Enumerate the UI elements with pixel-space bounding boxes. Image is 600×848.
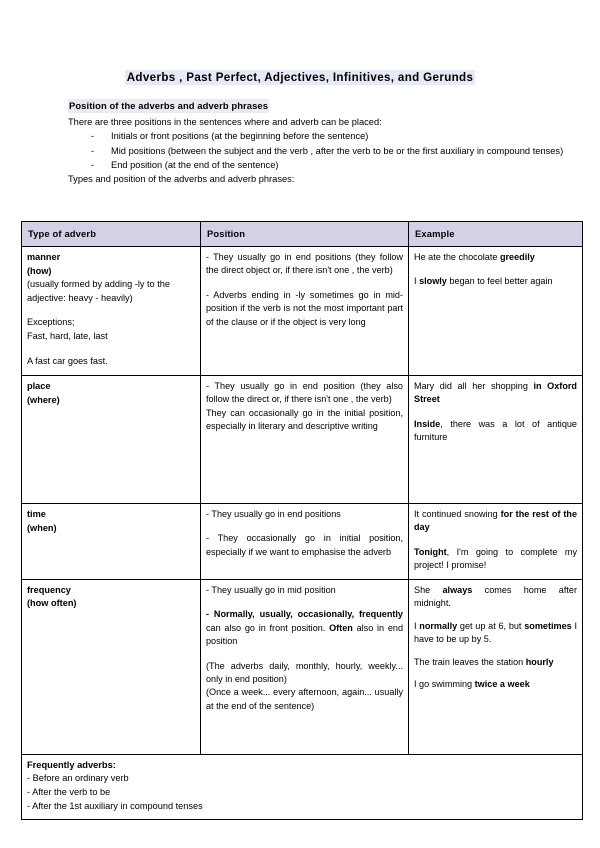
example-sentence: I slowly began to feel better again [414, 276, 553, 287]
example-sentence: He ate the chocolate greedily [414, 251, 535, 262]
list-item [68, 129, 582, 143]
adverb-type-question: (how often) [27, 598, 77, 609]
list-item [68, 158, 582, 172]
table-row [22, 375, 583, 503]
cell-adverb-type [22, 503, 201, 579]
list-item-label: Initials or front positions (at the beginning before the sentence) [111, 131, 369, 142]
bullet-marker: - [91, 145, 95, 156]
cell-example [409, 375, 583, 503]
position-rule: - They usually go in end positions [206, 508, 341, 519]
position-rule: (The adverbs daily, monthly, hourly, weekly... only in end position) [206, 660, 403, 684]
cell-position [201, 375, 409, 503]
footer-line: - After the 1st auxiliary in compound tenses [27, 800, 203, 811]
example-sentence: I go swimming twice a week [414, 678, 530, 689]
list-item-label: End position (at the end of the sentence) [111, 159, 279, 170]
cell-example [409, 579, 583, 754]
table-row [22, 503, 583, 579]
adverb-type-note: Fast, hard, late, last [27, 330, 108, 341]
table-row [22, 754, 583, 820]
column-header-type: Type of adverb [22, 222, 201, 247]
position-rule: - They usually go in end position (they also follow the direct or, if there isn't one , the verb) [206, 380, 403, 405]
adverb-type-name: frequency [27, 584, 71, 595]
example-sentence: She always comes home after midnight. [414, 584, 577, 609]
position-rule: - They occasionally go in initial position, especially if we want to emphasise the adverb [206, 533, 403, 557]
footer-line: - Before an ordinary verb [27, 773, 129, 784]
adverb-type-question: (when) [27, 522, 57, 533]
position-rule: They can occasionally go in the initial position, especially in literary and descriptive writing [206, 407, 403, 432]
intro-section [68, 99, 582, 186]
example-sentence: Mary did all her shopping in Oxford Street [414, 380, 577, 405]
intro-trailer-text: Types and position of the adverbs and adverb phrases: [68, 173, 295, 184]
section-heading: Position of the adverbs and adverb phrases [68, 99, 269, 113]
table-header-row [22, 222, 583, 247]
cell-adverb-type [22, 375, 201, 503]
adverb-type-name: place [27, 380, 51, 391]
position-rule: - They usually go in mid position [206, 584, 336, 595]
adverb-type-question: (where) [27, 394, 60, 405]
column-header-example: Example [409, 222, 583, 247]
table-row [22, 246, 583, 375]
cell-adverb-type [22, 246, 201, 375]
page-title: Adverbs , Past Perfect, Adjectives, Infinitives, and Gerunds [126, 71, 474, 84]
footer-line: - After the verb to be [27, 787, 111, 798]
cell-position [201, 246, 409, 375]
adverb-type-note: A fast car goes fast. [27, 355, 108, 366]
intro-lead-text: There are three positions in the sentences where and adverb can be placed: [68, 117, 382, 128]
cell-example [409, 246, 583, 375]
table-row [22, 579, 583, 754]
footer-heading: Frequently adverbs: [27, 759, 116, 770]
cell-example [409, 503, 583, 579]
bullet-marker: - [91, 159, 95, 170]
position-rule: - They usually go in end positions (they follow the direct object or, if there isn't one , the verb) [206, 251, 403, 276]
cell-frequently-adverbs [22, 754, 583, 820]
example-sentence: Tonight, I'm going to complete my project! I promise! [414, 546, 577, 571]
position-rule: - Adverbs ending in -ly sometimes go in mid-position if the verb is not the most important part of the clause or if the object is very long [206, 289, 403, 327]
adverb-types-table [21, 221, 583, 820]
adverb-type-note: (usually formed by adding -ly to the adjective: heavy - heavily) [27, 279, 170, 303]
position-bullet-list [68, 129, 582, 171]
cell-position [201, 579, 409, 754]
page-title-container [0, 68, 600, 86]
example-sentence: It continued snowing for the rest of the day [414, 508, 578, 533]
cell-position [201, 503, 409, 579]
cell-adverb-type [22, 579, 201, 754]
example-sentence: I normally get up at 6, but sometimes I have to be up by 5. [414, 620, 577, 645]
adverb-type-question: (how) [27, 265, 52, 276]
position-rule: (Once a week... every afternoon, again... usually at the end of the sentence) [206, 687, 403, 711]
adverb-type-name: time [27, 508, 46, 519]
adverb-type-note: Exceptions; [27, 317, 75, 328]
list-item [68, 144, 582, 158]
example-sentence: Inside, there was a lot of antique furniture [414, 418, 577, 443]
adverb-type-name: manner [27, 251, 61, 262]
position-rule: - Normally, usually, occasionally, frequently can also go in front position. Often also in end position [206, 609, 403, 647]
example-sentence: The train leaves the station hourly [414, 656, 554, 667]
column-header-position: Position [201, 222, 409, 247]
list-item-label: Mid positions (between the subject and the verb , after the verb to be or the first auxiliary in compound tenses) [111, 145, 564, 156]
bullet-marker: - [91, 131, 95, 142]
